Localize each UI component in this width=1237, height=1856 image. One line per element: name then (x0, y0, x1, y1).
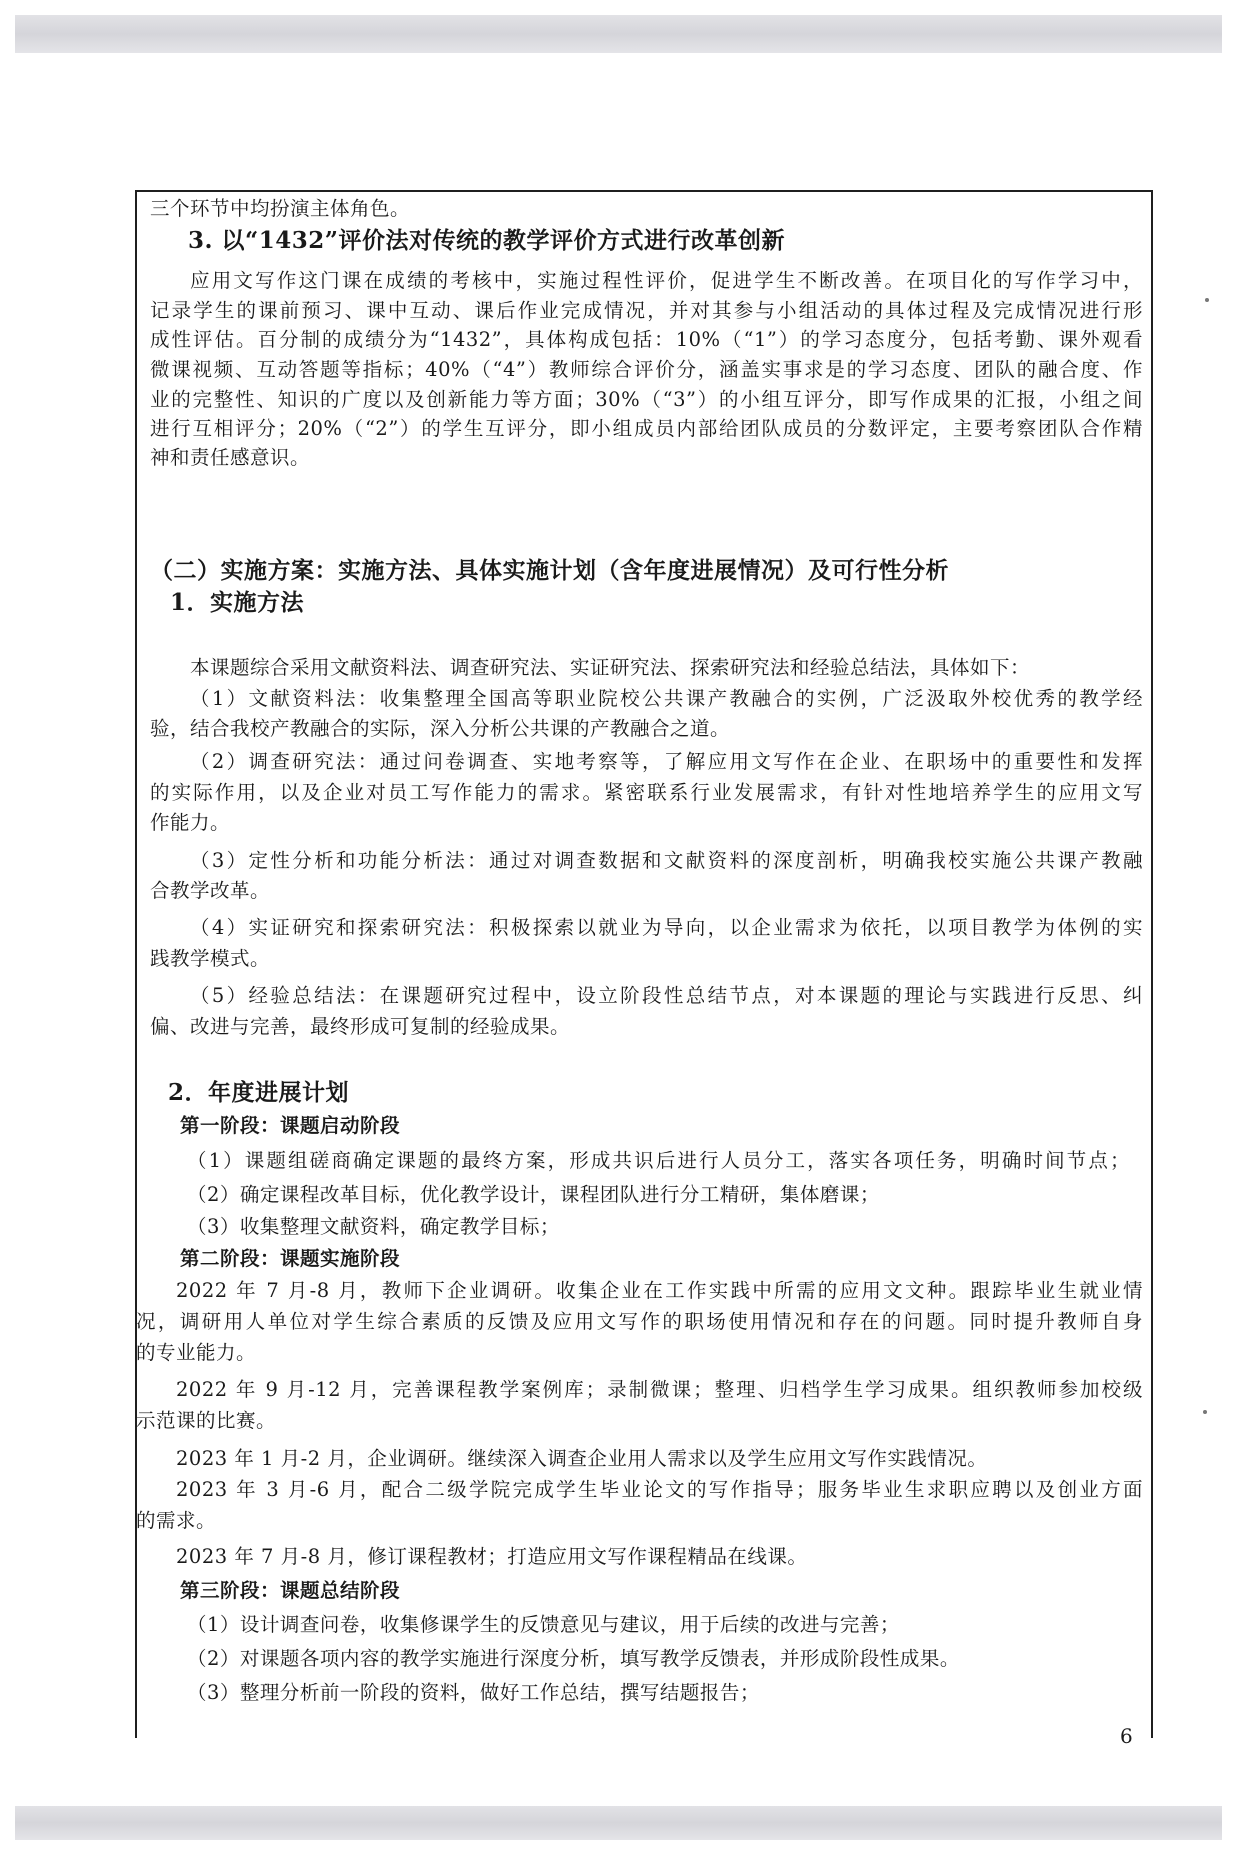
stage2-line: 示范课的比赛。 (136, 1409, 277, 1432)
eval-line: 应用文写作这门课在成绩的考核中，实施过程性评价，促进学生不断改善。在项目化的写作学习中， (190, 269, 1143, 292)
method-title: 1．实施方法 (170, 589, 305, 616)
plan-title: 2．年度进展计划 (168, 1079, 350, 1106)
page-number: 6 (1120, 1724, 1133, 1748)
method-line: （1）文献资料法：收集整理全国高等职业院校公共课产教融合的实例，广泛汲取外校优秀的教学经 (190, 687, 1143, 710)
eval-line: 进行互相评分；20%（“2”）的学生互评分，即小组成员内部给团队成员的分数评定，主要考察团队合作精 (150, 417, 1143, 440)
stage2-title: 第二阶段：课题实施阶段 (180, 1247, 401, 1270)
stage3-title: 第三阶段：课题总结阶段 (180, 1579, 401, 1602)
eval-line: 成性评估。百分制的成绩分为“1432”，具体构成包括：10%（“1”）的学习态度分，包括考勤、课外观看 (150, 328, 1143, 351)
section-title: （二）实施方案：实施方法、具体实施计划（含年度进展情况）及可行性分析 (150, 557, 949, 584)
stage1-line: （2）确定课程改革目标，优化教学设计，课程团队进行分工精研，集体磨课； (187, 1183, 880, 1206)
scan-edge-top (15, 15, 1222, 53)
method-line: 践教学模式。 (150, 947, 271, 970)
stage2-line: 的需求。 (136, 1509, 217, 1532)
stage3-line: （1）设计调查问卷，收集修课学生的反馈意见与建议，用于后续的改进与完善； (187, 1613, 900, 1636)
method-line: （4）实证研究和探索研究法：积极探索以就业为导向，以企业需求为依托，以项目教学为体例的实 (190, 916, 1143, 939)
eval-line: 业的完整性、知识的广度以及创新能力等方面；30%（“3”）的小组互评分，即写作成果的汇报，小组之间 (150, 388, 1143, 411)
stage2-line: 2022 年 7 月-8 月，教师下企业调研。收集企业在工作实践中所需的应用文文种。跟踪毕业生就业情 (176, 1279, 1143, 1302)
intro-line: 三个环节中均扮演主体角色。 (150, 197, 411, 220)
method-line: 偏、改进与完善，最终形成可复制的经验成果。 (150, 1015, 571, 1038)
scan-edge-bottom (15, 1806, 1222, 1840)
stage2-line: 2022 年 9 月-12 月，完善课程教学案例库；录制微课；整理、归档学生学习成果。组织教师参加校级 (176, 1378, 1143, 1401)
method-line: 合教学改革。 (150, 879, 271, 902)
stage2-line: 2023 年 7 月-8 月，修订课程教材；打造应用文写作课程精品在线课。 (176, 1545, 808, 1568)
method-line: （5）经验总结法：在课题研究过程中，设立阶段性总结节点，对本课题的理论与实践进行反思、纠 (190, 984, 1143, 1007)
method-line: 的实际作用，以及企业对员工写作能力的需求。紧密联系行业发展需求，有针对性地培养学生的应用文写 (150, 781, 1143, 804)
scan-speck (1205, 298, 1209, 302)
stage3-line: （3）整理分析前一阶段的资料，做好工作总结，撰写结题报告； (187, 1681, 760, 1704)
stage1-title: 第一阶段：课题启动阶段 (180, 1114, 401, 1137)
method-line: 验，结合我校产教融合的实际，深入分析公共课的产教融合之道。 (150, 717, 731, 740)
stage2-line: 的专业能力。 (136, 1341, 257, 1364)
scan-speck (1203, 1410, 1207, 1414)
method-line: （3）定性分析和功能分析法：通过对调查数据和文献资料的深度剖析，明确我校实施公共课产教融 (190, 849, 1143, 872)
stage2-line: 2023 年 1 月-2 月，企业调研。继续深入调查企业用人需求以及学生应用文写作实践情况。 (176, 1447, 988, 1470)
eval-line: 微课视频、互动答题等指标；40%（“4”）教师综合评价分，涵盖实事求是的学习态度、团队的融合度、作 (150, 358, 1143, 381)
stage1-line: （3）收集整理文献资料，确定教学目标； (187, 1215, 560, 1238)
method-line: 作能力。 (150, 811, 231, 834)
eval-line: 神和责任感意识。 (150, 446, 311, 469)
method-line: （2）调查研究法：通过问卷调查、实地考察等，了解应用文写作在企业、在职场中的重要性和发挥 (190, 750, 1143, 773)
stage2-line: 2023 年 3 月-6 月，配合二级学院完成学生毕业论文的写作指导；服务毕业生求职应聘以及创业方面 (176, 1478, 1143, 1501)
stage1-line: （1）课题组磋商确定课题的最终方案，形成共识后进行人员分工，落实各项任务，明确时间节点； (187, 1149, 1130, 1172)
stage2-line: 况，调研用人单位对学生综合素质的反馈及应用文写作的职场使用情况和存在的问题。同时提升教师自身 (136, 1310, 1143, 1333)
method-line: 本课题综合采用文献资料法、调查研究法、实证研究法、探索研究法和经验总结法，具体如下： (190, 656, 1031, 679)
stage3-line: （2）对课题各项内容的教学实施进行深度分析，填写教学反馈表，并形成阶段性成果。 (187, 1647, 960, 1670)
eval-line: 记录学生的课前预习、课中互动、课后作业完成情况，并对其参与小组活动的具体过程及完成情况进行形 (150, 299, 1143, 322)
eval-heading: 3. 以“1432”评价法对传统的教学评价方式进行改革创新 (188, 227, 785, 254)
